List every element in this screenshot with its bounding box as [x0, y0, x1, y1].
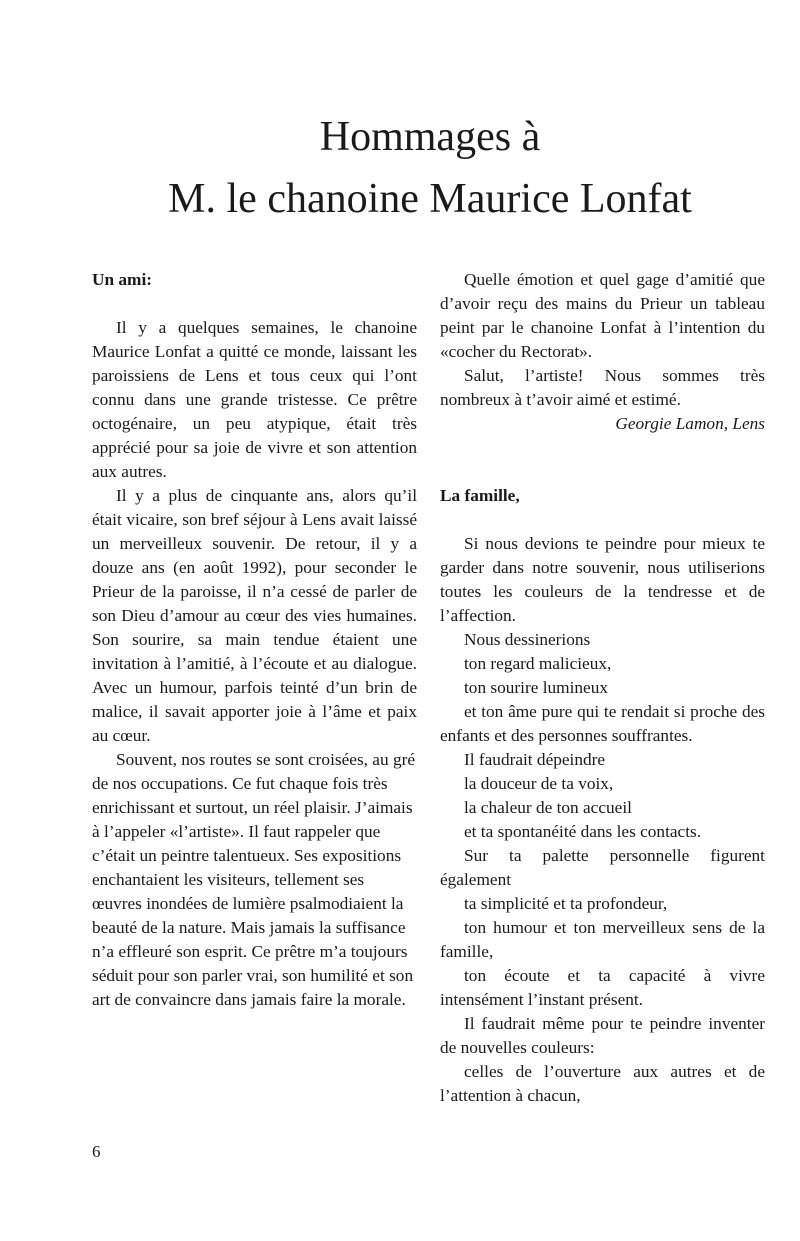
verse-line: Il faudrait dépeindre: [464, 750, 606, 769]
paragraph: Salut, l’artiste! Nous sommes très nombreux à t’avoir aimé et estimé.: [440, 366, 765, 409]
verse-line: ton écoute et ta capacité à vivre intensément l’instant présent.: [440, 966, 765, 1009]
right-column: [440, 268, 765, 1108]
verse-line: Sur ta palette personnelle figurent également: [440, 846, 765, 889]
paragraph: Si nous devions te peindre pour mieux te garder dans notre souvenir, nous utiliserions toutes les couleurs de la tendresse et de l’affection.: [440, 534, 765, 625]
paragraph: Quelle émotion et quel gage d’amitié que d’avoir reçu des mains du Prieur un tableau peint par le chanoine Lonfat à l’intention du «cocher du Rectorat».: [440, 270, 765, 361]
verse-line: Nous dessinerions: [464, 630, 591, 649]
verse-line: la chaleur de ton accueil: [464, 798, 632, 817]
paragraph: Souvent, nos routes se sont croisées, au gré de nos occupations. Ce fut chaque fois très enrichissant et surtout, un réel plaisir. J’aimais à l’appeler «l’artiste». Il faut rappeler que c’était un peintre talentueux. Ses expositions enchantaient les visiteurs, tellement ses œuvres inondées de lumière psalmodiaient la beauté de la nature. Mais jamais la suffisance n’a effleuré son esprit. Ce prêtre m’a toujours séduit pour son parler vrai, son humilité et son art de convaincre dans jamais faire la morale.: [92, 750, 416, 1009]
verse-line: celles de l’ouverture aux autres et de l’attention à chacun,: [440, 1062, 765, 1105]
verse-line: ta simplicité et ta profondeur,: [464, 894, 668, 913]
title-line-2: M. le chanoine Maurice Lonfat: [168, 176, 692, 222]
left-column: [92, 268, 417, 1012]
section-heading-un-ami: Un ami:: [92, 270, 153, 289]
page-number: 6: [92, 1142, 101, 1161]
verse-line: ton sourire lumineux: [464, 678, 608, 697]
paragraph: Il y a quelques semaines, le chanoine Maurice Lonfat a quitté ce monde, laissant les paroissiens de Lens et tous ceux qui l’ont connu dans une grande tristesse. Ce prêtre octogénaire, un peu atypique, était très apprécié pour sa joie de vivre et son attention aux autres.: [92, 318, 417, 481]
title-line-1: Hommages à: [319, 114, 541, 160]
paragraph: Il y a plus de cinquante ans, alors qu’il était vicaire, son bref séjour à Lens avait laissé un merveilleux souvenir. De retour, il y a douze ans (en août 1992), pour seconder le Prieur de la paroisse, il n’a cessé de parler de son Dieu d’amour au cœur des vies humaines. Son sourire, sa main tendue étaient une invitation à l’amitié, à l’écoute et au dialogue. Avec un humour, parfois teinté d’un brin de malice, il savait apporter joie à l’âme et paix au cœur.: [92, 486, 417, 745]
verse-line: et ta spontanéité dans les contacts.: [464, 822, 702, 841]
verse-line: Il faudrait même pour te peindre inventer de nouvelles couleurs:: [440, 1014, 765, 1057]
verse-line: et ton âme pure qui te rendait si proche des enfants et des personnes souffrantes.: [440, 702, 765, 745]
section-heading-la-famille: La famille,: [440, 486, 520, 505]
page-title: [0, 106, 800, 230]
signature: Georgie Lamon, Lens: [615, 414, 765, 433]
verse-line: la douceur de ta voix,: [464, 774, 614, 793]
verse-line: ton regard malicieux,: [464, 654, 612, 673]
verse-line: ton humour et ton merveilleux sens de la famille,: [440, 918, 765, 961]
